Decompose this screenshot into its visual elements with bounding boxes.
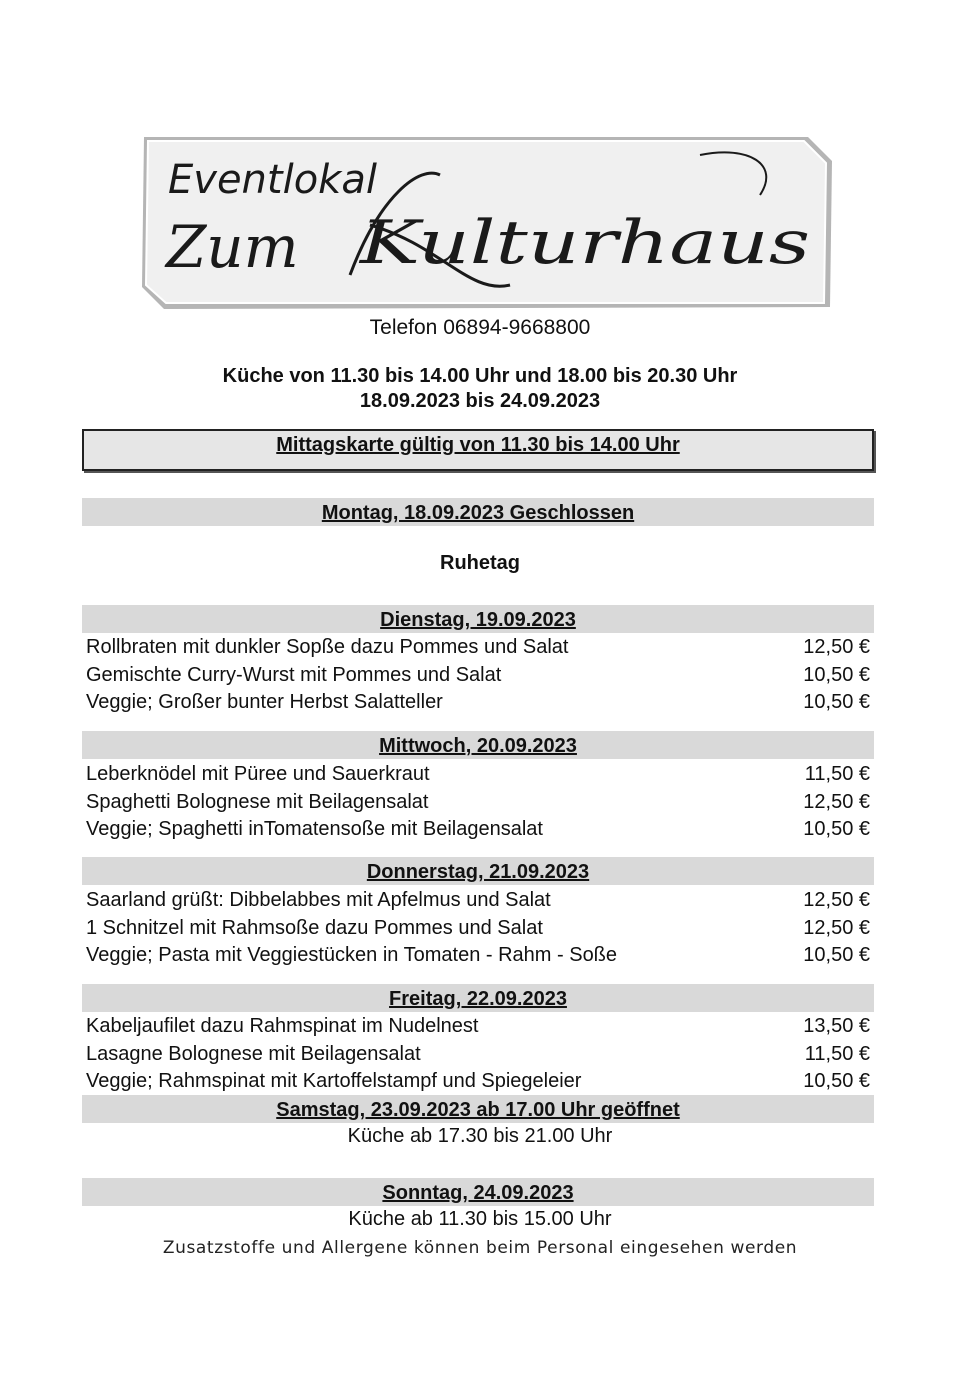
dish-price: 10,50 € [803,818,870,840]
tuesday-heading: Dienstag, 19.09.2023 [82,605,874,633]
wednesday-items [86,761,870,844]
restaurant-logo [140,135,834,313]
logo-line1: Eventlokal [168,157,377,203]
menu-period: 18.09.2023 bis 24.09.2023 [359,390,601,412]
dish-name: Saarland grüßt: Dibbelabbes mit Apfelmus und Salat [86,889,551,911]
logo-kulturhaus: Kulturhaus [358,208,810,278]
tuesday-items [86,634,870,717]
dish-price: 10,50 € [803,663,870,686]
menu-item [86,887,870,915]
wednesday-heading: Mittwoch, 20.09.2023 [82,731,874,759]
dish-name: Veggie; Großer bunter Herbst Salatteller [86,691,443,713]
phone-number: Telefon 06894-9668800 [369,316,591,339]
dish-name: Kabeljaufilet dazu Rahmspinat im Nudelnest [86,1015,479,1037]
allergen-notice: Zusatzstoffe und Allergene können beim Personal eingesehen werden [162,1238,798,1258]
menu-item [86,662,870,690]
monday-heading: Montag, 18.09.2023 Geschlossen [82,498,874,526]
dish-price: 10,50 € [803,1070,870,1092]
dish-price: 13,50 € [803,1015,870,1037]
dish-price: 12,50 € [803,790,870,813]
dish-name: Spaghetti Bolognese mit Beilagensalat [86,790,429,813]
dish-name: Leberknödel mit Püree und Sauerkraut [86,763,430,785]
dish-name: 1 Schnitzel mit Rahmsoße dazu Pommes und Salat [86,916,543,939]
menu-item [86,1068,870,1096]
sunday-note: Küche ab 11.30 bis 15.00 Uhr [348,1208,612,1230]
lunch-validity-box [82,429,874,471]
dish-name: Veggie; Pasta mit Veggiestücken in Tomaten - Rahm - Soße [86,944,618,966]
dish-name: Veggie; Rahmspinat mit Kartoffelstampf und Spiegeleier [86,1070,582,1092]
lunch-validity-text: Mittagskarte gültig von 11.30 bis 14.00 Uhr [276,434,680,456]
saturday-note: Küche ab 17.30 bis 21.00 Uhr [347,1125,613,1147]
kitchen-hours: Küche von 11.30 bis 14.00 Uhr und 18.00 bis 20.30 Uhr [222,365,738,387]
dish-price: 12,50 € [803,636,870,658]
dish-price: 11,50 € [804,1042,870,1065]
menu-item [86,816,870,844]
thursday-items [86,887,870,970]
thursday-heading: Donnerstag, 21.09.2023 [82,857,874,885]
logo-zum: Zum [166,213,299,281]
dish-name: Veggie; Spaghetti inTomatensoße mit Beilagensalat [86,818,543,840]
menu-item [86,1013,870,1041]
menu-item [86,942,870,970]
dish-name: Lasagne Bolognese mit Beilagensalat [86,1042,421,1065]
friday-heading: Freitag, 22.09.2023 [82,984,874,1012]
menu-item [86,915,870,943]
dish-price: 10,50 € [803,691,870,713]
friday-items [86,1013,870,1096]
menu-item [86,761,870,789]
dish-price: 12,50 € [803,916,870,939]
kitchen-hours-block [0,364,960,414]
menu-item [86,789,870,817]
dish-price: 12,50 € [803,889,870,911]
dish-price: 10,50 € [803,944,870,966]
monday-note: Ruhetag [440,552,520,574]
saturday-heading: Samstag, 23.09.2023 ab 17.00 Uhr geöffnet [82,1095,874,1123]
dish-name: Gemischte Curry-Wurst mit Pommes und Salat [86,663,502,686]
dish-name: Rollbraten mit dunkler Sopße dazu Pommes und Salat [86,636,569,658]
menu-item [86,634,870,662]
menu-item [86,1041,870,1069]
menu-item [86,689,870,717]
sunday-heading: Sonntag, 24.09.2023 [82,1178,874,1206]
dish-price: 11,50 € [804,763,870,785]
